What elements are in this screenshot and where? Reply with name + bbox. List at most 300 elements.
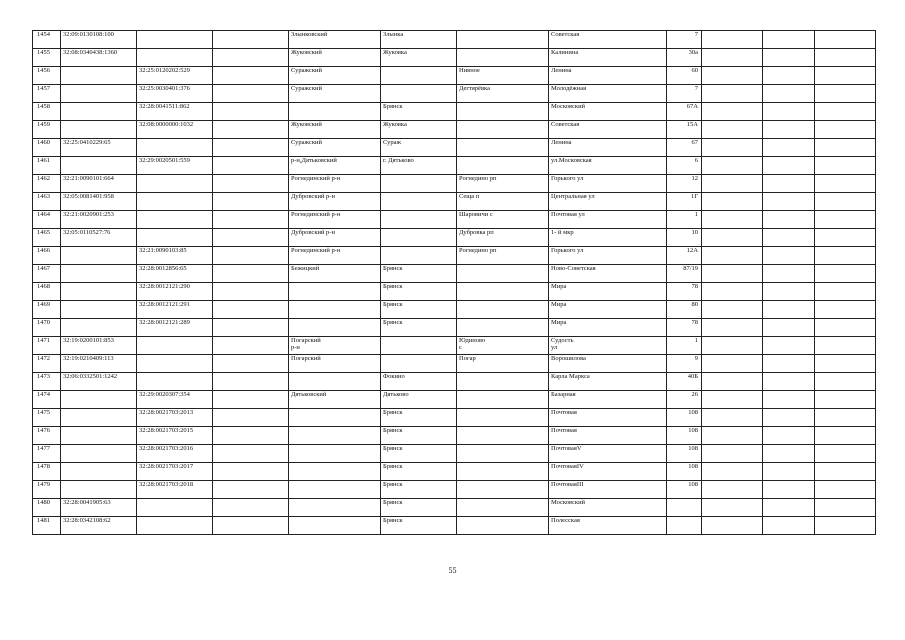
table-row bbox=[33, 211, 876, 229]
cadastral-number-cell: 32:09:0130108:100 bbox=[61, 31, 137, 49]
empty-cell bbox=[815, 463, 876, 481]
locality-cell bbox=[381, 67, 457, 85]
cadastral-number-alt-cell: 32:29:0020501:559 bbox=[137, 157, 213, 175]
empty-cell bbox=[763, 247, 815, 265]
district-cell: Погарский р-н bbox=[289, 337, 381, 355]
table-row bbox=[33, 139, 876, 157]
cadastral-number-alt-cell bbox=[137, 373, 213, 391]
empty-cell bbox=[213, 85, 289, 103]
empty-cell bbox=[702, 481, 763, 499]
empty-cell bbox=[702, 157, 763, 175]
empty-cell bbox=[815, 301, 876, 319]
district-cell: Дятьковский bbox=[289, 391, 381, 409]
settlement-cell bbox=[457, 265, 549, 283]
empty-cell bbox=[763, 283, 815, 301]
empty-cell bbox=[815, 157, 876, 175]
empty-cell bbox=[213, 499, 289, 517]
district-cell bbox=[289, 373, 381, 391]
locality-cell: Брянск bbox=[381, 463, 457, 481]
empty-cell bbox=[763, 193, 815, 211]
settlement-cell: Юдиново с bbox=[457, 337, 549, 355]
empty-cell bbox=[763, 319, 815, 337]
empty-cell bbox=[702, 31, 763, 49]
empty-cell bbox=[763, 265, 815, 283]
table-row bbox=[33, 265, 876, 283]
cadastral-number-cell: 32:25:0410229:65 bbox=[61, 139, 137, 157]
empty-cell bbox=[702, 337, 763, 355]
empty-cell bbox=[213, 445, 289, 463]
street-cell: ПочтоваяV bbox=[549, 445, 667, 463]
settlement-cell bbox=[457, 319, 549, 337]
empty-cell bbox=[702, 49, 763, 67]
empty-cell bbox=[815, 283, 876, 301]
locality-cell: г. Дятьково bbox=[381, 157, 457, 175]
table-row bbox=[33, 283, 876, 301]
district-cell: Рогнединский р-н bbox=[289, 211, 381, 229]
row-index-cell: 1457 bbox=[33, 85, 61, 103]
row-index-cell: 1479 bbox=[33, 481, 61, 499]
empty-cell bbox=[815, 175, 876, 193]
district-cell bbox=[289, 427, 381, 445]
cadastral-number-cell bbox=[61, 409, 137, 427]
settlement-cell: Нивное bbox=[457, 67, 549, 85]
cadastral-number-alt-cell bbox=[137, 31, 213, 49]
settlement-cell bbox=[457, 445, 549, 463]
table-row bbox=[33, 121, 876, 139]
cadastral-number-cell bbox=[61, 283, 137, 301]
table-row bbox=[33, 409, 876, 427]
cadastral-number-alt-cell bbox=[137, 355, 213, 373]
district-cell bbox=[289, 517, 381, 535]
street-cell: Ленина bbox=[549, 67, 667, 85]
house-number-cell: 7 bbox=[667, 31, 702, 49]
row-index-cell: 1462 bbox=[33, 175, 61, 193]
empty-cell bbox=[815, 193, 876, 211]
empty-cell bbox=[702, 445, 763, 463]
locality-cell bbox=[381, 211, 457, 229]
empty-cell bbox=[763, 499, 815, 517]
district-cell: Рогнединский р-н bbox=[289, 247, 381, 265]
empty-cell bbox=[763, 373, 815, 391]
cadastral-number-cell: 32:08:0340438:1360 bbox=[61, 49, 137, 67]
settlement-cell bbox=[457, 481, 549, 499]
empty-cell bbox=[213, 409, 289, 427]
empty-cell bbox=[815, 121, 876, 139]
registry-table bbox=[32, 30, 876, 535]
empty-cell bbox=[702, 265, 763, 283]
locality-cell: Злынка bbox=[381, 31, 457, 49]
locality-cell: Жуковка bbox=[381, 121, 457, 139]
cadastral-number-alt-cell: 32:29:0020307:354 bbox=[137, 391, 213, 409]
table-row bbox=[33, 31, 876, 49]
empty-cell bbox=[213, 319, 289, 337]
locality-cell: Брянск bbox=[381, 481, 457, 499]
house-number-cell: 40Б bbox=[667, 373, 702, 391]
empty-cell bbox=[702, 121, 763, 139]
house-number-cell: 26 bbox=[667, 391, 702, 409]
empty-cell bbox=[815, 373, 876, 391]
empty-cell bbox=[702, 229, 763, 247]
empty-cell bbox=[213, 265, 289, 283]
district-cell: Жуковский bbox=[289, 49, 381, 67]
locality-cell: Брянск bbox=[381, 517, 457, 535]
street-cell: Мира bbox=[549, 283, 667, 301]
cadastral-number-alt-cell bbox=[137, 337, 213, 355]
settlement-cell bbox=[457, 49, 549, 67]
cadastral-number-alt-cell: 32:21:0090103:85 bbox=[137, 247, 213, 265]
cadastral-number-alt-cell: 32:28:0041511:862 bbox=[137, 103, 213, 121]
district-cell: Суражский bbox=[289, 85, 381, 103]
empty-cell bbox=[815, 49, 876, 67]
row-index-cell: 1472 bbox=[33, 355, 61, 373]
empty-cell bbox=[702, 193, 763, 211]
cadastral-number-cell bbox=[61, 445, 137, 463]
empty-cell bbox=[815, 355, 876, 373]
empty-cell bbox=[702, 85, 763, 103]
table-row bbox=[33, 517, 876, 535]
cadastral-number-cell bbox=[61, 265, 137, 283]
empty-cell bbox=[702, 355, 763, 373]
settlement-cell: Дубровка рп bbox=[457, 229, 549, 247]
row-index-cell: 1458 bbox=[33, 103, 61, 121]
house-number-cell: 7 bbox=[667, 85, 702, 103]
cadastral-number-alt-cell: 32:28:0012856:65 bbox=[137, 265, 213, 283]
house-number-cell: 108 bbox=[667, 445, 702, 463]
empty-cell bbox=[213, 157, 289, 175]
cadastral-number-cell bbox=[61, 391, 137, 409]
cadastral-number-cell: 32:06:0332501:1242 bbox=[61, 373, 137, 391]
district-cell: Бежицкий bbox=[289, 265, 381, 283]
district-cell: Жуковский bbox=[289, 121, 381, 139]
street-cell: Судость ул bbox=[549, 337, 667, 355]
empty-cell bbox=[763, 301, 815, 319]
street-cell: Горького ул bbox=[549, 175, 667, 193]
house-number-cell: 108 bbox=[667, 481, 702, 499]
empty-cell bbox=[213, 463, 289, 481]
district-cell bbox=[289, 283, 381, 301]
locality-cell: Брянск bbox=[381, 103, 457, 121]
locality-cell bbox=[381, 355, 457, 373]
cadastral-number-cell bbox=[61, 157, 137, 175]
row-index-cell: 1471 bbox=[33, 337, 61, 355]
cadastral-number-alt-cell bbox=[137, 499, 213, 517]
empty-cell bbox=[213, 517, 289, 535]
table-row bbox=[33, 85, 876, 103]
empty-cell bbox=[763, 517, 815, 535]
locality-cell bbox=[381, 229, 457, 247]
district-cell bbox=[289, 409, 381, 427]
cadastral-number-alt-cell: 32:08:0000000:1032 bbox=[137, 121, 213, 139]
district-cell bbox=[289, 319, 381, 337]
empty-cell bbox=[815, 319, 876, 337]
cadastral-number-cell: 32:19:0210409:113 bbox=[61, 355, 137, 373]
row-index-cell: 1473 bbox=[33, 373, 61, 391]
cadastral-number-cell bbox=[61, 67, 137, 85]
cadastral-number-alt-cell bbox=[137, 193, 213, 211]
street-cell: Почтовая bbox=[549, 427, 667, 445]
empty-cell bbox=[213, 427, 289, 445]
empty-cell bbox=[213, 139, 289, 157]
settlement-cell bbox=[457, 301, 549, 319]
empty-cell bbox=[213, 193, 289, 211]
settlement-cell bbox=[457, 31, 549, 49]
cadastral-number-cell bbox=[61, 85, 137, 103]
settlement-cell bbox=[457, 391, 549, 409]
empty-cell bbox=[213, 103, 289, 121]
table-row bbox=[33, 355, 876, 373]
locality-cell: Дятьково bbox=[381, 391, 457, 409]
settlement-cell bbox=[457, 499, 549, 517]
empty-cell bbox=[763, 427, 815, 445]
district-cell bbox=[289, 103, 381, 121]
table-row bbox=[33, 49, 876, 67]
locality-cell bbox=[381, 85, 457, 103]
locality-cell bbox=[381, 247, 457, 265]
house-number-cell: 108 bbox=[667, 409, 702, 427]
settlement-cell: Погар bbox=[457, 355, 549, 373]
district-cell: Злынковский bbox=[289, 31, 381, 49]
house-number-cell: 10 bbox=[667, 229, 702, 247]
row-index-cell: 1467 bbox=[33, 265, 61, 283]
cadastral-number-cell: 32:19:0200101:853 bbox=[61, 337, 137, 355]
cadastral-number-cell bbox=[61, 481, 137, 499]
empty-cell bbox=[702, 175, 763, 193]
cadastral-number-cell: 32:05:0110527:76 bbox=[61, 229, 137, 247]
empty-cell bbox=[213, 373, 289, 391]
district-cell bbox=[289, 445, 381, 463]
empty-cell bbox=[213, 211, 289, 229]
row-index-cell: 1459 bbox=[33, 121, 61, 139]
house-number-cell: 15А bbox=[667, 121, 702, 139]
cadastral-number-cell: 32:21:0020901:253 bbox=[61, 211, 137, 229]
settlement-cell bbox=[457, 409, 549, 427]
settlement-cell bbox=[457, 103, 549, 121]
empty-cell bbox=[702, 139, 763, 157]
settlement-cell bbox=[457, 517, 549, 535]
empty-cell bbox=[702, 427, 763, 445]
district-cell: Суражский bbox=[289, 139, 381, 157]
locality-cell: Брянск bbox=[381, 445, 457, 463]
empty-cell bbox=[763, 409, 815, 427]
table-row bbox=[33, 175, 876, 193]
empty-cell bbox=[702, 211, 763, 229]
row-index-cell: 1470 bbox=[33, 319, 61, 337]
cadastral-number-alt-cell: 32:28:0021703:2016 bbox=[137, 445, 213, 463]
street-cell: Мира bbox=[549, 301, 667, 319]
settlement-cell: Рогнедино рп bbox=[457, 175, 549, 193]
row-index-cell: 1464 bbox=[33, 211, 61, 229]
cadastral-number-cell bbox=[61, 463, 137, 481]
cadastral-number-alt-cell: 32:25:0030401:376 bbox=[137, 85, 213, 103]
empty-cell bbox=[213, 31, 289, 49]
settlement-cell bbox=[457, 463, 549, 481]
table-row bbox=[33, 463, 876, 481]
street-cell: Мира bbox=[549, 319, 667, 337]
house-number-cell: 108 bbox=[667, 463, 702, 481]
row-index-cell: 1455 bbox=[33, 49, 61, 67]
empty-cell bbox=[763, 175, 815, 193]
cadastral-number-alt-cell: 32:25:0120202:529 bbox=[137, 67, 213, 85]
street-cell: Ново-Советская bbox=[549, 265, 667, 283]
row-index-cell: 1481 bbox=[33, 517, 61, 535]
settlement-cell: Шаровичи с bbox=[457, 211, 549, 229]
house-number-cell: 67А bbox=[667, 103, 702, 121]
cadastral-number-alt-cell: 32:28:0012121:289 bbox=[137, 319, 213, 337]
locality-cell: Брянск bbox=[381, 265, 457, 283]
locality-cell: Брянск bbox=[381, 319, 457, 337]
table-row bbox=[33, 193, 876, 211]
street-cell: 1- й мкр bbox=[549, 229, 667, 247]
house-number-cell: 78 bbox=[667, 283, 702, 301]
cadastral-number-alt-cell bbox=[137, 139, 213, 157]
table-row bbox=[33, 445, 876, 463]
row-index-cell: 1480 bbox=[33, 499, 61, 517]
table-row bbox=[33, 157, 876, 175]
empty-cell bbox=[815, 409, 876, 427]
empty-cell bbox=[702, 301, 763, 319]
empty-cell bbox=[763, 121, 815, 139]
row-index-cell: 1463 bbox=[33, 193, 61, 211]
street-cell: Московский bbox=[549, 499, 667, 517]
empty-cell bbox=[702, 67, 763, 85]
table-row bbox=[33, 337, 876, 355]
table-row bbox=[33, 67, 876, 85]
empty-cell bbox=[763, 391, 815, 409]
house-number-cell: 67 bbox=[667, 139, 702, 157]
house-number-cell: 78 bbox=[667, 319, 702, 337]
district-cell bbox=[289, 481, 381, 499]
row-index-cell: 1475 bbox=[33, 409, 61, 427]
cadastral-number-cell bbox=[61, 103, 137, 121]
empty-cell bbox=[815, 247, 876, 265]
locality-cell bbox=[381, 193, 457, 211]
locality-cell: Брянск bbox=[381, 427, 457, 445]
empty-cell bbox=[702, 373, 763, 391]
settlement-cell: Сеща п bbox=[457, 193, 549, 211]
row-index-cell: 1454 bbox=[33, 31, 61, 49]
table-row bbox=[33, 499, 876, 517]
street-cell: Карла Маркса bbox=[549, 373, 667, 391]
empty-cell bbox=[815, 391, 876, 409]
settlement-cell bbox=[457, 373, 549, 391]
table-row bbox=[33, 481, 876, 499]
row-index-cell: 1460 bbox=[33, 139, 61, 157]
house-number-cell: 1Г bbox=[667, 193, 702, 211]
house-number-cell: 60 bbox=[667, 67, 702, 85]
street-cell: Ворошилова bbox=[549, 355, 667, 373]
district-cell: Суражский bbox=[289, 67, 381, 85]
locality-cell: Жуковка bbox=[381, 49, 457, 67]
empty-cell bbox=[815, 211, 876, 229]
cadastral-number-cell: 32:28:0342108:62 bbox=[61, 517, 137, 535]
district-cell bbox=[289, 301, 381, 319]
cadastral-number-alt-cell bbox=[137, 517, 213, 535]
street-cell: Молодёжная bbox=[549, 85, 667, 103]
cadastral-number-cell bbox=[61, 427, 137, 445]
table-row bbox=[33, 103, 876, 121]
house-number-cell: 12 bbox=[667, 175, 702, 193]
cadastral-number-alt-cell: 32:28:0021703:2013 bbox=[137, 409, 213, 427]
district-cell bbox=[289, 463, 381, 481]
empty-cell bbox=[763, 337, 815, 355]
row-index-cell: 1469 bbox=[33, 301, 61, 319]
empty-cell bbox=[815, 229, 876, 247]
table-row bbox=[33, 301, 876, 319]
row-index-cell: 1476 bbox=[33, 427, 61, 445]
locality-cell bbox=[381, 337, 457, 355]
empty-cell bbox=[213, 355, 289, 373]
locality-cell: Брянск bbox=[381, 409, 457, 427]
empty-cell bbox=[213, 49, 289, 67]
row-index-cell: 1468 bbox=[33, 283, 61, 301]
empty-cell bbox=[702, 409, 763, 427]
locality-cell: Сураж bbox=[381, 139, 457, 157]
cadastral-number-alt-cell bbox=[137, 175, 213, 193]
empty-cell bbox=[815, 427, 876, 445]
street-cell: ПочтоваяIII bbox=[549, 481, 667, 499]
house-number-cell: 80 bbox=[667, 301, 702, 319]
locality-cell bbox=[381, 175, 457, 193]
empty-cell bbox=[213, 229, 289, 247]
cadastral-number-cell bbox=[61, 301, 137, 319]
empty-cell bbox=[763, 445, 815, 463]
street-cell: Московский bbox=[549, 103, 667, 121]
cadastral-number-cell bbox=[61, 319, 137, 337]
house-number-cell bbox=[667, 499, 702, 517]
empty-cell bbox=[815, 103, 876, 121]
empty-cell bbox=[763, 31, 815, 49]
street-cell: Базарная bbox=[549, 391, 667, 409]
district-cell: Дубровский р-н bbox=[289, 229, 381, 247]
empty-cell bbox=[763, 229, 815, 247]
table-row bbox=[33, 391, 876, 409]
settlement-cell bbox=[457, 121, 549, 139]
table-row bbox=[33, 319, 876, 337]
district-cell: Погарский bbox=[289, 355, 381, 373]
empty-cell bbox=[702, 517, 763, 535]
street-cell: Полесская bbox=[549, 517, 667, 535]
empty-cell bbox=[763, 463, 815, 481]
district-cell: р-н,Дятьковский bbox=[289, 157, 381, 175]
empty-cell bbox=[815, 481, 876, 499]
empty-cell bbox=[763, 481, 815, 499]
row-index-cell: 1466 bbox=[33, 247, 61, 265]
row-index-cell: 1478 bbox=[33, 463, 61, 481]
empty-cell bbox=[815, 67, 876, 85]
settlement-cell bbox=[457, 157, 549, 175]
cadastral-number-cell bbox=[61, 247, 137, 265]
table-body bbox=[33, 31, 876, 535]
cadastral-number-alt-cell bbox=[137, 211, 213, 229]
cadastral-number-alt-cell: 32:28:0021703:2018 bbox=[137, 481, 213, 499]
street-cell: ПочтоваяIV bbox=[549, 463, 667, 481]
empty-cell bbox=[213, 247, 289, 265]
street-cell: ул.Московская bbox=[549, 157, 667, 175]
empty-cell bbox=[815, 445, 876, 463]
empty-cell bbox=[213, 121, 289, 139]
cadastral-number-alt-cell: 32:28:0012121:291 bbox=[137, 301, 213, 319]
settlement-cell: Рогнедино рп bbox=[457, 247, 549, 265]
cadastral-number-cell: 32:05:0081401:958 bbox=[61, 193, 137, 211]
row-index-cell: 1474 bbox=[33, 391, 61, 409]
row-index-cell: 1465 bbox=[33, 229, 61, 247]
empty-cell bbox=[213, 283, 289, 301]
empty-cell bbox=[815, 85, 876, 103]
street-cell: Горького ул bbox=[549, 247, 667, 265]
empty-cell bbox=[702, 319, 763, 337]
locality-cell: Брянск bbox=[381, 499, 457, 517]
row-index-cell: 1461 bbox=[33, 157, 61, 175]
